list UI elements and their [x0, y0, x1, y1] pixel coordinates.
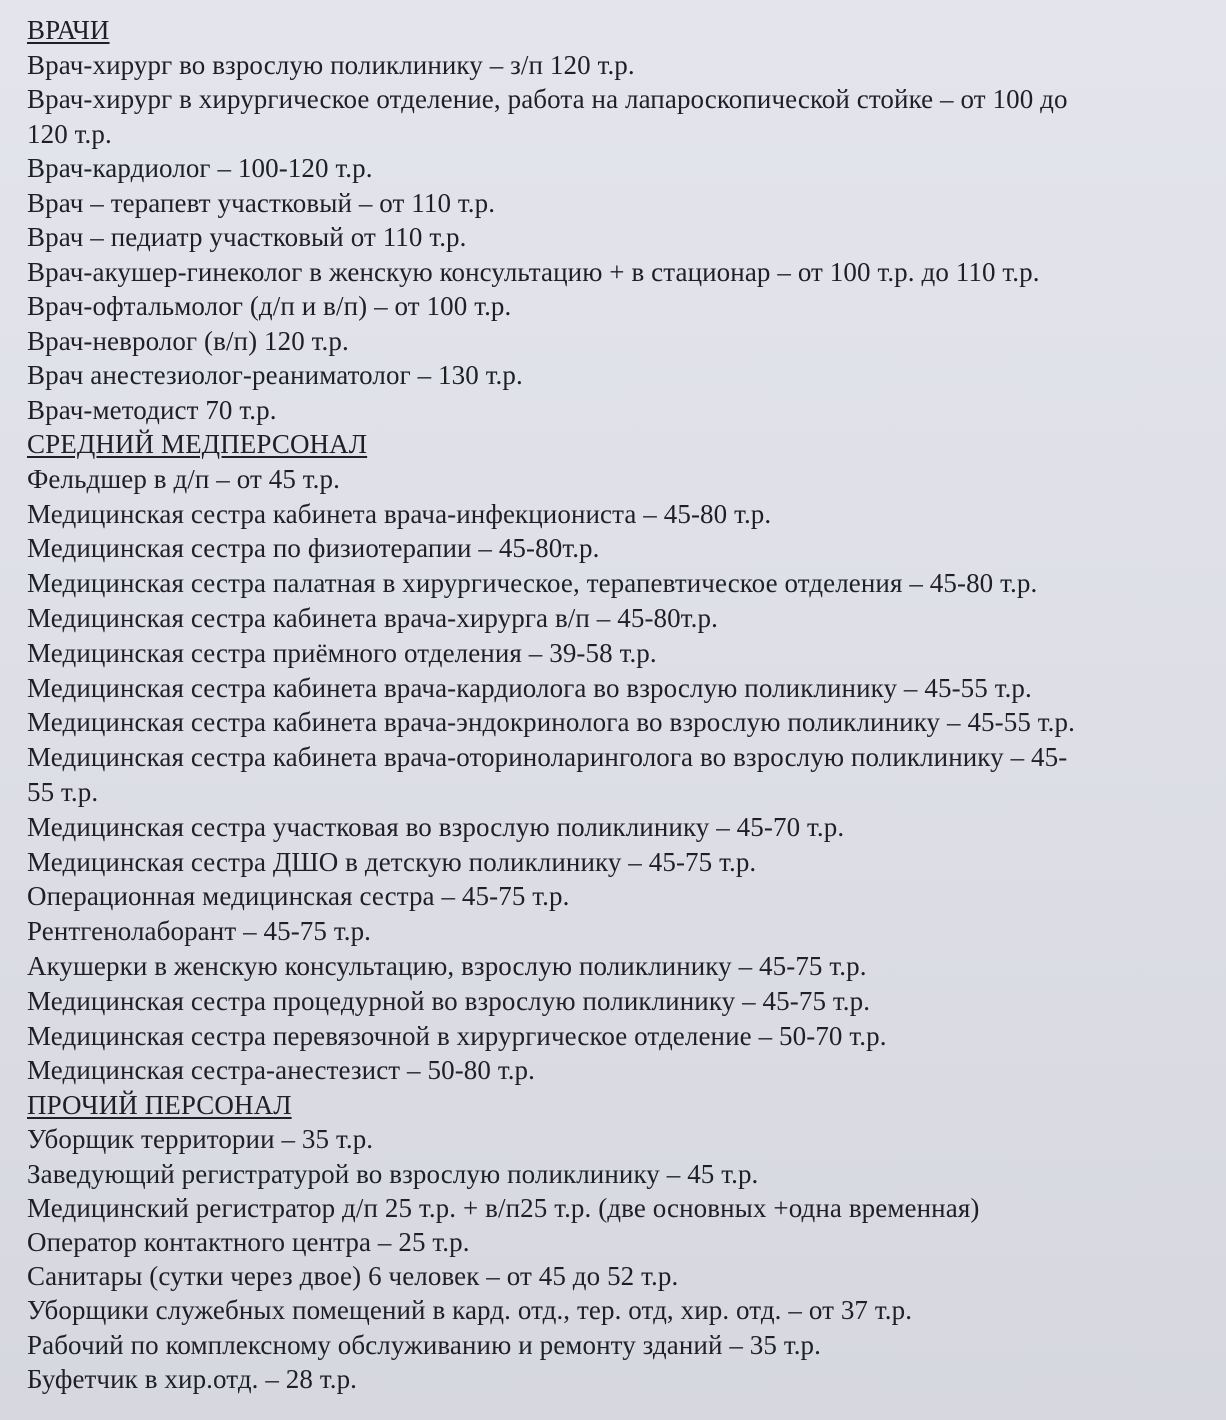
text-line: Медицинская сестра-анестезист – 50-80 т.р.: [27, 1055, 536, 1086]
text-line: Буфетчик в хир.отд. – 28 т.р.: [27, 1363, 358, 1394]
text-line: Фельдшер в д/п – от 45 т.р.: [27, 463, 340, 494]
text-line: Врач – терапевт участковый – от 110 т.р.: [27, 187, 496, 218]
text-line: Акушерки в женскую консультацию, взрослую поликлинику – 45-75 т.р.: [27, 950, 867, 981]
text-line: Санитары (сутки через двое) 6 человек – от 45 до 52 т.р.: [27, 1261, 679, 1292]
text-line: Медицинская сестра кабинета врача-эндокринолога во взрослую поликлинику – 45-55 т.р.: [27, 707, 1075, 738]
text-line: Медицинская сестра палатная в хирургическое, терапевтическое отделения – 45-80 т.р.: [27, 568, 1038, 599]
text-line: Врач-офтальмолог (д/п и в/п) – от 100 т.р.: [27, 291, 512, 321]
text-line: Медицинская сестра по физиотерапии – 45-80т.р.: [27, 533, 600, 564]
section-heading-nursing: СРЕДНИЙ МЕДПЕРСОНАЛ: [27, 429, 368, 459]
text-line: Врач-методист 70 т.р.: [27, 394, 277, 425]
text-line: Операционная медицинская сестра – 45-75 т.р.: [27, 881, 570, 912]
text-line: Уборщик территории – 35 т.р.: [27, 1124, 374, 1155]
text-line: Врач-хирург в хирургическое отделение, работа на лапароскопической стойке – от 100 до: [27, 84, 1068, 114]
text-line: Заведующий регистратурой во взрослую поликлинику – 45 т.р.: [27, 1158, 759, 1189]
text-line: Медицинская сестра участковая во взрослую поликлинику – 45-70 т.р.: [27, 811, 845, 842]
text-line: Врач-невролог (в/п) 120 т.р.: [27, 325, 349, 356]
text-line: Медицинская сестра кабинета врача-оториноларинголога во взрослую поликлинику – 45-: [27, 742, 1068, 773]
text-line: Врач-хирург во взрослую поликлинику – з/п 120 т.р.: [27, 49, 635, 80]
text-line: Врач анестезиолог-реаниматолог – 130 т.р.: [27, 360, 523, 390]
text-line: 55 т.р.: [27, 776, 99, 807]
text-line: Врач-кардиолог – 100-120 т.р.: [27, 153, 373, 183]
section-doctors: [27, 13, 1226, 427]
text-line: Рабочий по комплексному обслуживанию и ремонту зданий – 35 т.р.: [27, 1329, 822, 1360]
text-line: 120 т.р.: [27, 118, 112, 149]
text-line: Рентгенолаборант – 45-75 т.р.: [27, 916, 372, 947]
text-line: Медицинский регистратор д/п 25 т.р. + в/п25 т.р. (две основных +одна временная): [27, 1192, 980, 1223]
section-heading-doctors: ВРАЧИ: [27, 15, 110, 45]
text-line: Оператор контактного центра – 25 т.р.: [27, 1226, 470, 1257]
section-nursing-staff: [27, 427, 1226, 1088]
text-line: Медицинская сестра процедурной во взрослую поликлинику – 45-75 т.р.: [27, 985, 871, 1016]
text-line: Уборщики служебных помещений в кард. отд., тер. отд, хир. отд. – от 37 т.р.: [27, 1295, 913, 1326]
text-line: Медицинская сестра кабинета врача-хирурга в/п – 45-80т.р.: [27, 602, 718, 633]
text-line: Медицинская сестра кабинета врача-инфекциониста – 45-80 т.р.: [27, 498, 772, 529]
text-line: Медицинская сестра кабинета врача-кардиолога во взрослую поликлинику – 45-55 т.р.: [27, 672, 1032, 703]
text-line: Врач – педиатр участковый от 110 т.р.: [27, 222, 467, 252]
text-line: Врач-акушер-гинеколог в женскую консультацию + в стационар – от 100 т.р. до 110 т.р.: [27, 256, 1040, 287]
section-heading-other: ПРОЧИЙ ПЕРСОНАЛ: [27, 1090, 292, 1121]
text-line: Медицинская сестра приёмного отделения – 39-58 т.р.: [27, 637, 657, 668]
text-line: Медицинская сестра ДШО в детскую поликлинику – 45-75 т.р.: [27, 846, 757, 877]
section-other-staff: [27, 1088, 1226, 1396]
text-line: Медицинская сестра перевязочной в хирургическое отделение – 50-70 т.р.: [27, 1020, 887, 1051]
